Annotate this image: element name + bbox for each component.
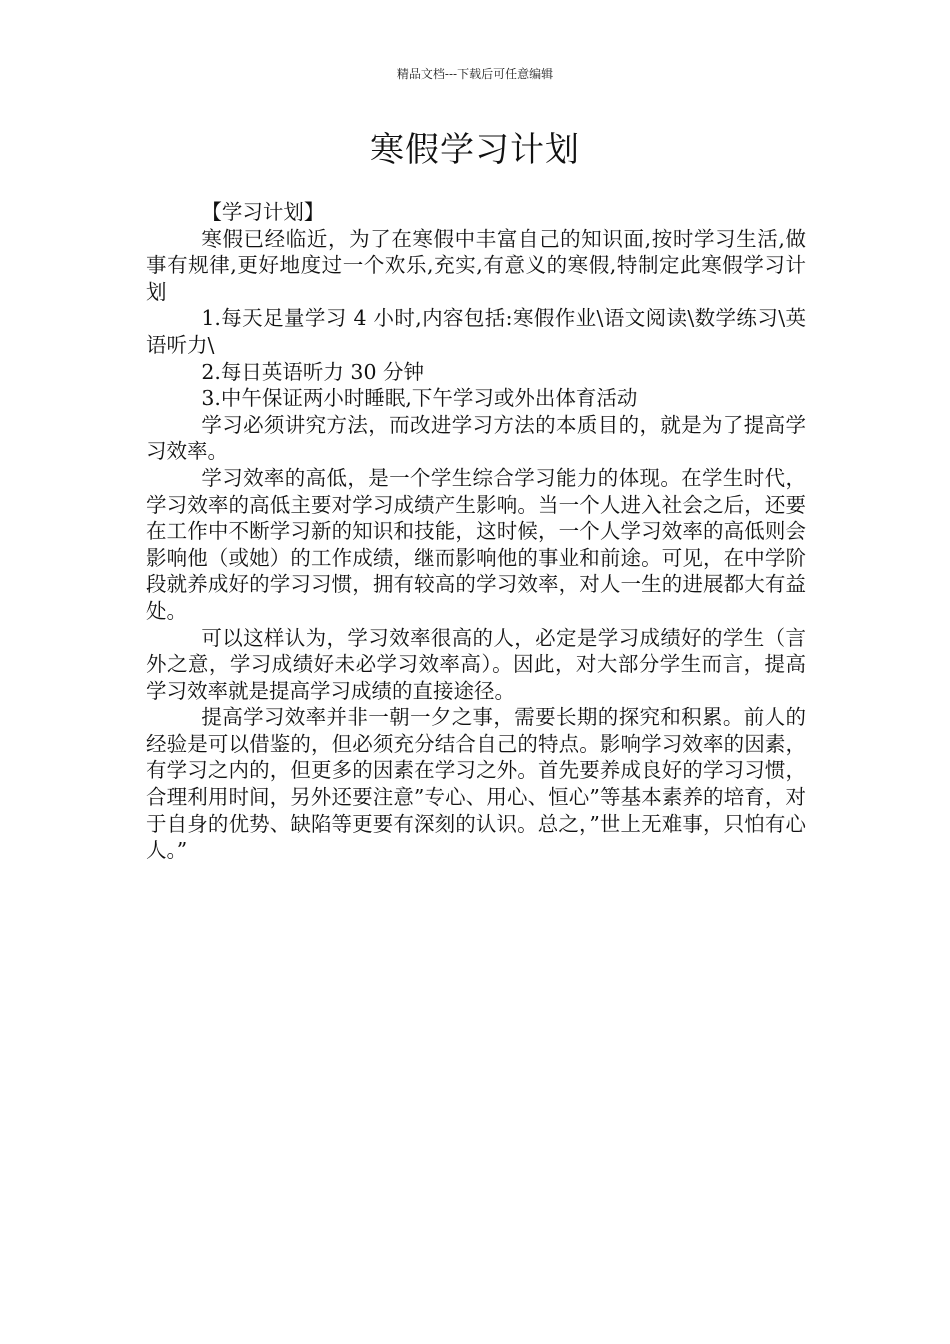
plan-item-3: 3.中午保证两小时睡眠,下午学习或外出体育活动: [201, 386, 638, 411]
paragraph-method: 学习必须讲究方法，而改进学习方法的本质目的，就是为了提高学习效率。: [146, 412, 806, 464]
document-body: [146, 199, 806, 864]
paragraph-consider: 可以这样认为，学习效率很高的人，必定是学习成绩好的学生（言外之意，学习成绩好未必学习效率高）。因此，对大部分学生而言，提高学习效率就是提高学习成绩的直接途径。: [146, 625, 806, 703]
paragraph-intro: 寒假已经临近，为了在寒假中丰富自己的知识面,按时学习生活,做事有规律,更好地度过一个欢乐,充实,有意义的寒假,特制定此寒假学习计划: [146, 226, 806, 304]
paragraph-improve: 提高学习效率并非一朝一夕之事，需要长期的探究和积累。前人的经验是可以借鉴的，但必须充分结合自己的特点。影响学习效率的因素，有学习之内的，但更多的因素在学习之外。首先要养成良好的学习习惯，合理利用时间，另外还要注意”专心、用心、恒心”等基本素养的培育，对于自身的优势、缺陷等更要有深刻的认识。总之，”世上无难事，只怕有心人。”: [146, 705, 806, 863]
header-note: 精品文档---下载后可任意编辑: [396, 67, 554, 81]
plan-item-1: 1.每天足量学习 4 小时,内容包括:寒假作业\语文阅读\数学练习\英语听力\: [146, 306, 806, 357]
paragraph-efficiency: 学习效率的高低，是一个学生综合学习能力的体现。在学生时代，学习效率的高低主要对学习成绩产生影响。当一个人进入社会之后，还要在工作中不断学习新的知识和技能，这时候，一个人学习效率的高低则会影响他（或她）的工作成绩，继而影响他的事业和前途。可见，在中学阶段就养成好的学习习惯，拥有较高的学习效率，对人一生的进展都大有益处。: [146, 465, 806, 623]
section-heading: 【学习计划】: [201, 200, 325, 224]
plan-item-2: 2.每日英语听力 30 分钟: [201, 359, 425, 384]
document-title: 寒假学习计划: [370, 130, 580, 170]
